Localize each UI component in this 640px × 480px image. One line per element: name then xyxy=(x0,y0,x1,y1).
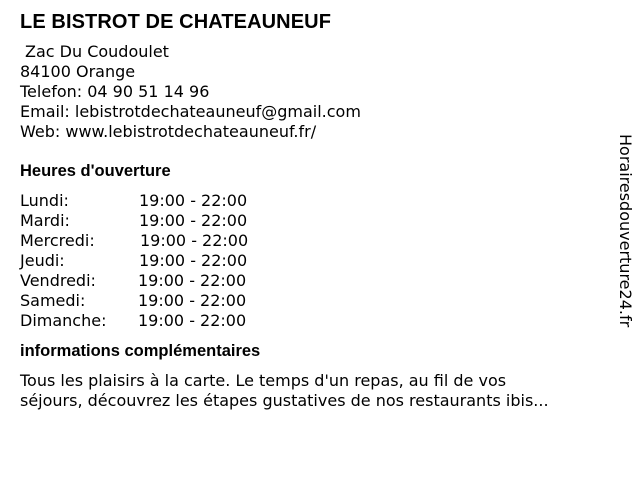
business-card xyxy=(20,10,600,411)
day-label: Samedi: xyxy=(20,291,86,310)
time-range: 19:00 - 22:00 xyxy=(138,271,247,290)
day-label: Dimanche: xyxy=(20,311,107,330)
website-url: Web: www.lebistrotdechateauneuf.fr/ xyxy=(20,122,317,141)
hours-row-wednesday xyxy=(20,231,600,251)
time-range: 19:00 - 22:00 xyxy=(139,211,248,230)
time-range: 19:00 - 22:00 xyxy=(138,311,247,330)
time-range: 19:00 - 22:00 xyxy=(138,291,247,310)
opening-hours-table xyxy=(20,191,600,331)
hours-row-thursday xyxy=(20,251,600,271)
day-label: Mardi: xyxy=(20,211,70,230)
time-range: 19:00 - 22:00 xyxy=(139,251,248,270)
site-watermark xyxy=(612,134,638,374)
time-range: 19:00 - 22:00 xyxy=(139,191,248,210)
opening-hours-title: Heures d'ouverture xyxy=(20,162,171,180)
hours-row-sunday xyxy=(20,311,600,331)
watermark-text: Horairesdouverture24.fr xyxy=(616,134,635,328)
day-label: Vendredi: xyxy=(20,271,96,290)
address-street: Zac Du Coudoulet xyxy=(25,42,169,61)
hours-row-friday xyxy=(20,271,600,291)
business-name: LE BISTROT DE CHATEAUNEUF xyxy=(20,11,332,33)
phone-number: Telefon: 04 90 51 14 96 xyxy=(20,82,210,101)
email-address: Email: lebistrotdechateauneuf@gmail.com xyxy=(20,102,361,121)
day-label: Mercredi: xyxy=(20,231,95,250)
info-line: Tous les plaisirs à la carte. Le temps d'un repas, au fil de vos xyxy=(20,371,507,390)
day-label: Lundi: xyxy=(20,191,69,210)
hours-row-saturday xyxy=(20,291,600,311)
additional-info-text xyxy=(20,371,600,411)
hours-row-monday xyxy=(20,191,600,211)
time-range: 19:00 - 22:00 xyxy=(140,231,249,250)
hours-row-tuesday xyxy=(20,211,600,231)
contact-block xyxy=(20,42,600,142)
day-label: Jeudi: xyxy=(20,251,65,270)
additional-info-title: informations complémentaires xyxy=(20,342,261,360)
info-line: séjours, découvrez les étapes gustatives de nos restaurants ibis... xyxy=(20,391,549,410)
address-city: 84100 Orange xyxy=(20,62,136,81)
